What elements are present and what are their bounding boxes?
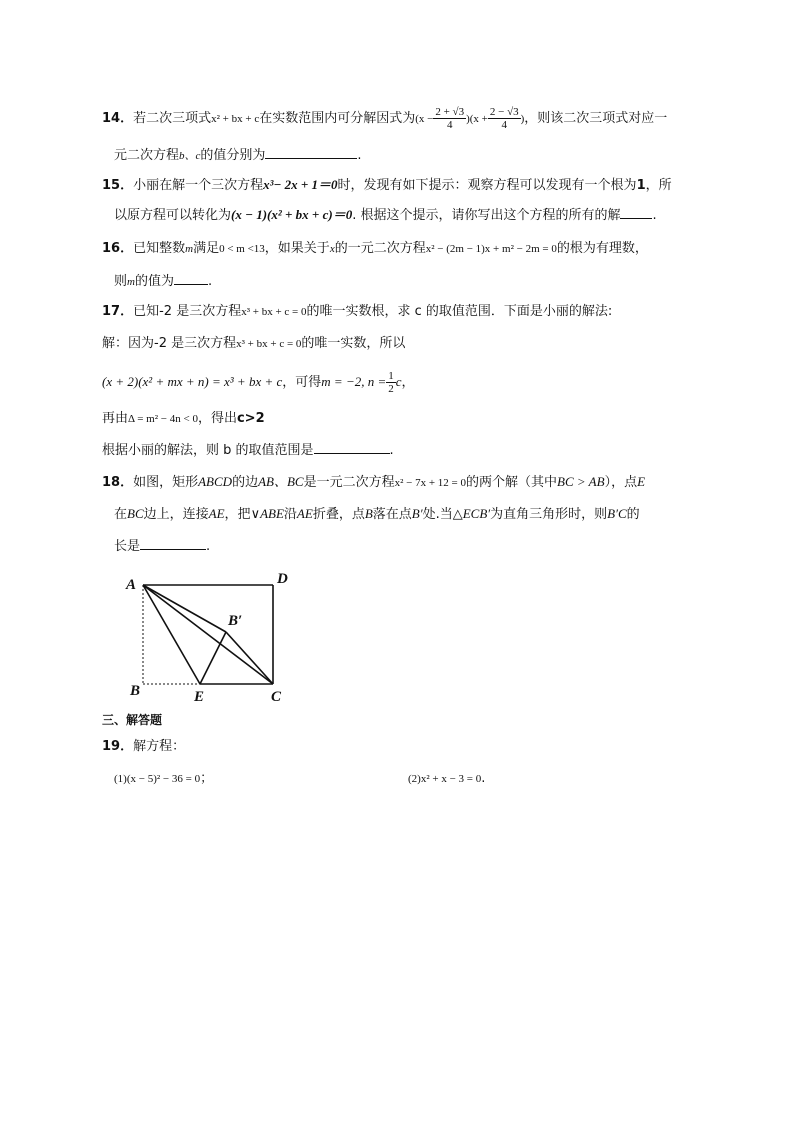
q14-factor: (x −: [415, 113, 434, 125]
q16-equation: x² − (2m − 1)x + m² − 2m = 0: [425, 243, 557, 255]
edge-B-prime-C: [226, 632, 273, 684]
q19-text: 解方程：: [133, 739, 186, 754]
q18-text: 沿: [283, 507, 297, 522]
question-14-line-1: [102, 106, 667, 131]
denominator: 4: [446, 119, 453, 131]
q19-text: .: [481, 771, 486, 786]
q14-fraction-2: [488, 106, 521, 131]
q16-text: ，如果关于: [264, 241, 330, 256]
label-B-prime: B′: [228, 613, 243, 629]
question-19-part-2: [408, 770, 485, 788]
q18-var: BC: [127, 506, 144, 521]
q18-condition: BC > AB: [557, 474, 605, 489]
q16-text: 的值为: [134, 274, 174, 289]
question-17-solution-line-2: [102, 368, 415, 397]
q18-var: AE: [208, 506, 225, 521]
question-19-title: [102, 738, 185, 756]
label-A: A: [126, 577, 137, 593]
q17-result: c>2: [236, 411, 265, 426]
q17-mn-values: m = −2, n =: [321, 374, 387, 389]
numerator: 2 + √3: [435, 106, 465, 118]
q18-text: ），点: [604, 475, 638, 490]
part-label: (2): [408, 773, 421, 785]
q15-equation: x³− 2x + 1＝0: [263, 177, 338, 192]
q17-equation: x³ + bx + c = 0: [236, 338, 302, 350]
answer-blank[interactable]: [174, 272, 208, 285]
question-number: 14．: [102, 111, 134, 126]
question-17-solution-line-3: [102, 410, 265, 428]
q17-expansion: (x + 2)(x² + mx + n) = x³ + bx + c: [102, 374, 283, 389]
q18-text: 的: [626, 507, 640, 522]
q18-text: 长是: [114, 539, 141, 554]
question-14-line-2: [114, 146, 362, 165]
q14-text: .: [357, 148, 362, 163]
q15-text: . 根据这个提示，请你写出这个方程的所有的解: [352, 208, 621, 223]
q14-expression: x² + bx + c: [211, 113, 260, 125]
q15-text: ，所: [645, 178, 672, 193]
answer-blank[interactable]: [140, 537, 206, 550]
q15-text: 以原方程可以转化为: [114, 208, 232, 223]
question-number: 15．: [102, 178, 134, 193]
q18-text: ，把: [224, 507, 251, 522]
q16-text: 的一元二次方程: [334, 241, 426, 256]
q18-text: 为直角三角形时，则: [490, 507, 608, 522]
q17-var: c: [395, 374, 402, 389]
question-16-line-1: [102, 240, 648, 258]
q14-text: 的值分别为: [200, 148, 266, 163]
q19-equation-1: (x − 5)² − 36 = 0: [126, 773, 201, 785]
q14-factor: ): [520, 113, 525, 125]
q15-root: 1: [636, 178, 646, 193]
question-number: 19．: [102, 739, 134, 754]
q18-text: .: [206, 539, 211, 554]
q17-discriminant: Δ = m² − 4n < 0: [128, 413, 198, 425]
q17-text: 的唯一实数，所以: [301, 336, 406, 351]
answer-blank[interactable]: [265, 146, 357, 159]
q14-text: 若二次三项式: [133, 111, 212, 126]
q16-condition: 0 < m <13: [219, 243, 265, 255]
q18-var: ∨ABE: [250, 506, 284, 521]
q19-text: ；: [200, 771, 214, 786]
question-number: 18．: [102, 475, 134, 490]
q14-fraction-1: [433, 106, 466, 131]
q18-var: B: [364, 506, 373, 521]
answer-blank[interactable]: [314, 441, 390, 454]
q18-text: 如图，矩形: [133, 475, 199, 490]
q17-text: 根据小丽的解法，则 b 的取值范围是: [102, 443, 314, 458]
edge-B-prime-E: [200, 632, 226, 684]
question-17-solution-line-1: [102, 335, 405, 353]
q18-text: 是一元二次方程: [303, 475, 395, 490]
q16-text: 满足: [193, 241, 220, 256]
q19-equation-2: x² + x − 3 = 0: [420, 773, 482, 785]
q18-var: B′: [411, 506, 423, 521]
q14-text: 元二次方程: [114, 148, 180, 163]
denominator: 4: [501, 119, 507, 131]
question-18-line-3: [114, 537, 210, 556]
label-C: C: [271, 689, 282, 705]
q18-text: 的两个解（其中: [466, 475, 558, 490]
q18-text: 的边: [232, 475, 259, 490]
q18-var: AE: [296, 506, 313, 521]
numerator: 1: [388, 370, 394, 382]
q16-var: m: [185, 243, 194, 255]
q18-equation: x² − 7x + 12 = 0: [394, 477, 467, 489]
q17-text: 已知-2 是三次方程: [133, 304, 242, 319]
q18-var: B′C: [607, 506, 627, 521]
q17-equation: x³ + bx + c = 0: [241, 306, 307, 318]
q14-vars: b、c: [179, 150, 201, 162]
q17-text: ，得出: [197, 411, 237, 426]
q17-text: ，可得: [282, 375, 322, 390]
q18-text: 边上，连接: [143, 507, 209, 522]
q16-text: .: [207, 274, 213, 289]
q17-text: 的唯一实数根，求 c 的取值范围．下面是小丽的解法:: [306, 304, 613, 319]
q18-var: ABCD: [198, 474, 233, 489]
label-E: E: [194, 689, 205, 705]
q18-text: 落在点: [372, 507, 412, 522]
q18-var: AB、BC: [258, 474, 304, 489]
question-16-line-2: [114, 272, 212, 291]
q18-text: 处.当: [422, 507, 453, 522]
part-label: (1): [114, 773, 127, 785]
question-17-line-1: [102, 303, 612, 321]
q15-text: .: [652, 208, 657, 223]
section-title: 三、解答题: [102, 713, 163, 727]
label-B: B: [130, 683, 141, 699]
numerator: 2 − √3: [489, 106, 519, 118]
q17-text: .: [389, 443, 394, 458]
q16-var: m: [127, 276, 135, 288]
rectangle-fold-figure: [118, 565, 308, 710]
q14-factor: )(x +: [466, 113, 488, 125]
q17-text: 解：因为-2 是三次方程: [102, 336, 237, 351]
q18-var: E: [637, 474, 646, 489]
question-18-line-2: [114, 505, 640, 524]
question-15-line-2: [114, 206, 657, 225]
question-19-part-1: [114, 770, 213, 788]
question-number: 17．: [102, 304, 134, 319]
q18-text: 折叠，点: [312, 507, 365, 522]
answer-blank[interactable]: [620, 206, 652, 219]
edge-AE: [143, 585, 200, 684]
denominator: 2: [388, 383, 394, 395]
q17-half-fraction: [386, 370, 396, 395]
question-18-line-1: [102, 473, 645, 492]
q15-equation: (x − 1)(x² + bx + c)＝0: [231, 207, 353, 222]
q17-text: ，: [401, 375, 415, 390]
label-D: D: [277, 571, 288, 587]
q16-var: x: [329, 243, 335, 255]
q14-text: 在实数范围内可分解因式为: [259, 111, 416, 126]
q16-text: 的根为有理数，: [556, 241, 648, 256]
question-number: 16．: [102, 241, 134, 256]
q16-text: 已知整数: [133, 241, 186, 256]
q15-text: 小丽在解一个三次方程: [133, 178, 264, 193]
edge-AB-prime: [143, 585, 226, 632]
q15-text: 时，发现有如下提示：观察方程可以发现有一个根为: [337, 178, 637, 193]
q18-text: 在: [114, 507, 128, 522]
q18-var: △ECB′: [452, 506, 491, 521]
q14-text: ，则该二次三项式对应一: [524, 111, 668, 126]
question-17-final-line: [102, 441, 394, 460]
q17-text: 再由: [102, 411, 129, 426]
question-15-line-1: [102, 176, 672, 195]
q16-text: 则: [114, 274, 128, 289]
